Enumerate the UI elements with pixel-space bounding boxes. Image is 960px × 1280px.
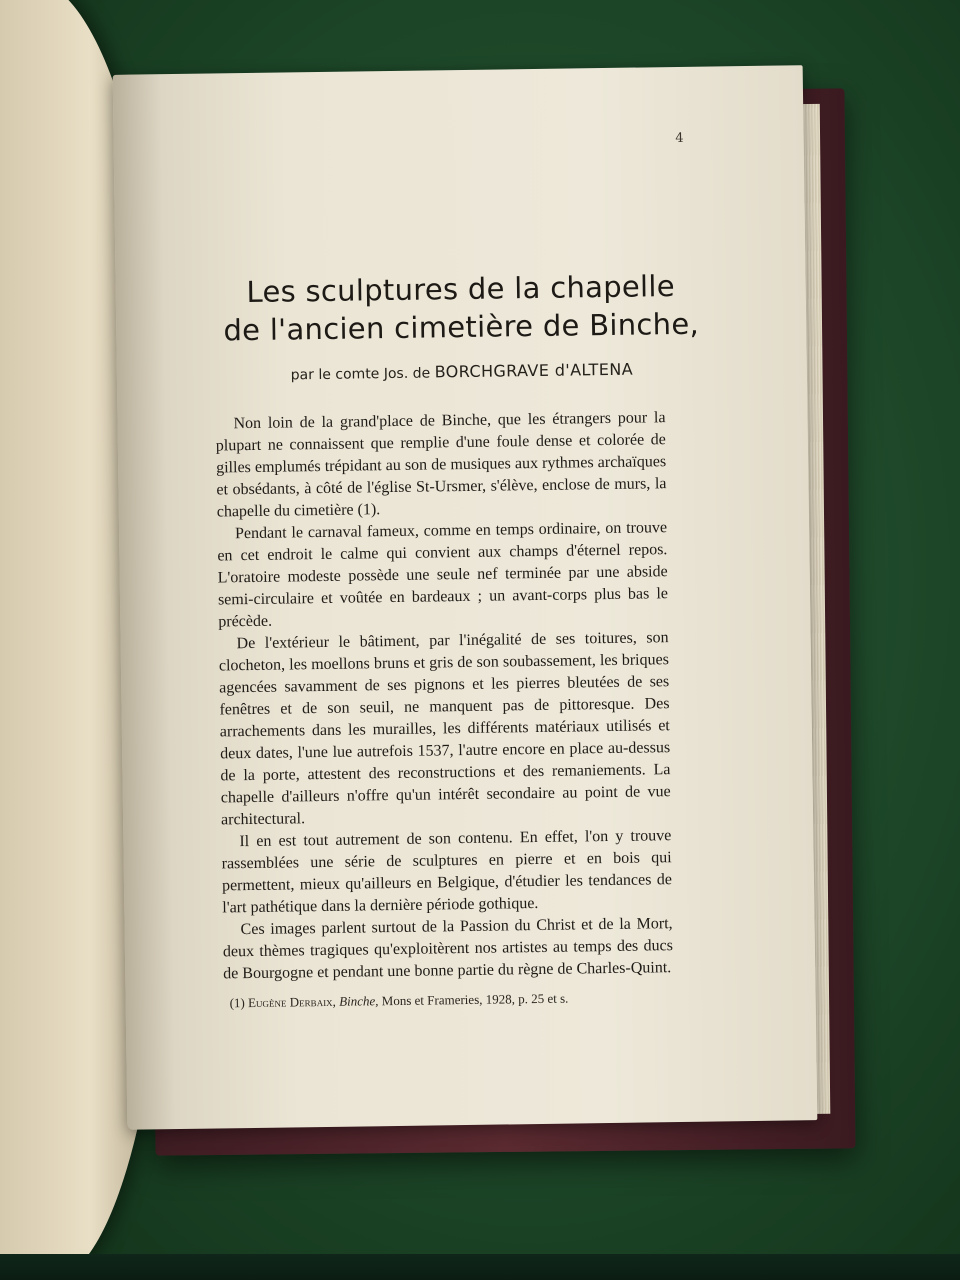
footnote-marker: (1) [229, 995, 245, 1011]
footnote [224, 989, 684, 1011]
author-name: BORCHGRAVE d'ALTENA [434, 359, 634, 382]
paragraph: Il en est tout autrement de son contenu. En effet, l'on y trouve rassemblées une série de sculptures en pierre et en bois qui permettent, mieux qu'ailleurs en Belgique, d'étudier les tendances de l'art pathétique dans la dernière période gothique. [221, 827, 673, 917]
paragraph: De l'extérieur le bâtiment, par l'inégalité de ses toitures, son clocheton, les moellons bruns et gris de son soubassement, les briques agencées savamment de ses pignons et les pierres bleutées de ses fenêtres et de son seuil, ne manquent pas de pittoresque. Des arrachements dans les murailles, les différents matériaux utilisés et deux dates, l'une lue autrefois 1537, l'autre encore en place au-dessus de la porte, attestent des reconstructions et des remaniements. La chapelle d'ailleurs n'offre qu'un intérêt secondaire au point de vue architectural. [218, 629, 671, 829]
title-line-2: de l'ancien cimetière de Binche, [223, 306, 700, 348]
paragraph: Pendant le carnaval fameux, comme en temps ordinaire, on trouve en cet endroit le calme qui convient aux champs d'éternel repos. L'oratoire modeste possède une seule nef terminée par une abside semi-circulaire et voûtée en bardeaux ; un avant-corps plus bas le précède. [217, 519, 669, 631]
footnote-work: Binche, [339, 993, 379, 1009]
body-text [215, 407, 673, 985]
footnote-rest: Mons et Frameries, 1928, p. 25 et s. [381, 990, 569, 1009]
bottom-strip [0, 1254, 960, 1280]
footnote-author: Eugène Derbaix, [247, 993, 336, 1011]
book-page [113, 65, 818, 1130]
paragraph: Non loin de la grand'place de Binche, que les étrangers pour la plupart ne connaissent que remplie d'une foule dense et colorée de gilles emplumés trépidant au son de musiques aux rythmes archaïques et obsédants, à côté de l'église St-Ursmer, s'élève, enclose de murs, la chapelle du cimetière (1). [215, 409, 667, 521]
paragraph: Ces images parlent surtout de la Passion du Christ et de la Mort, deux thèmes tragiques qu'exploitèrent nos artistes au temps des ducs de Bourgogne et pendant une bonne partie du règne de Charles-Quint. [222, 915, 673, 983]
byline [117, 357, 807, 386]
article-title [115, 265, 806, 351]
page-number: 4 [675, 130, 684, 147]
byline-prefix: par le comte Jos. de [290, 365, 431, 384]
title-line-1: Les sculptures de la chapelle [246, 269, 676, 310]
